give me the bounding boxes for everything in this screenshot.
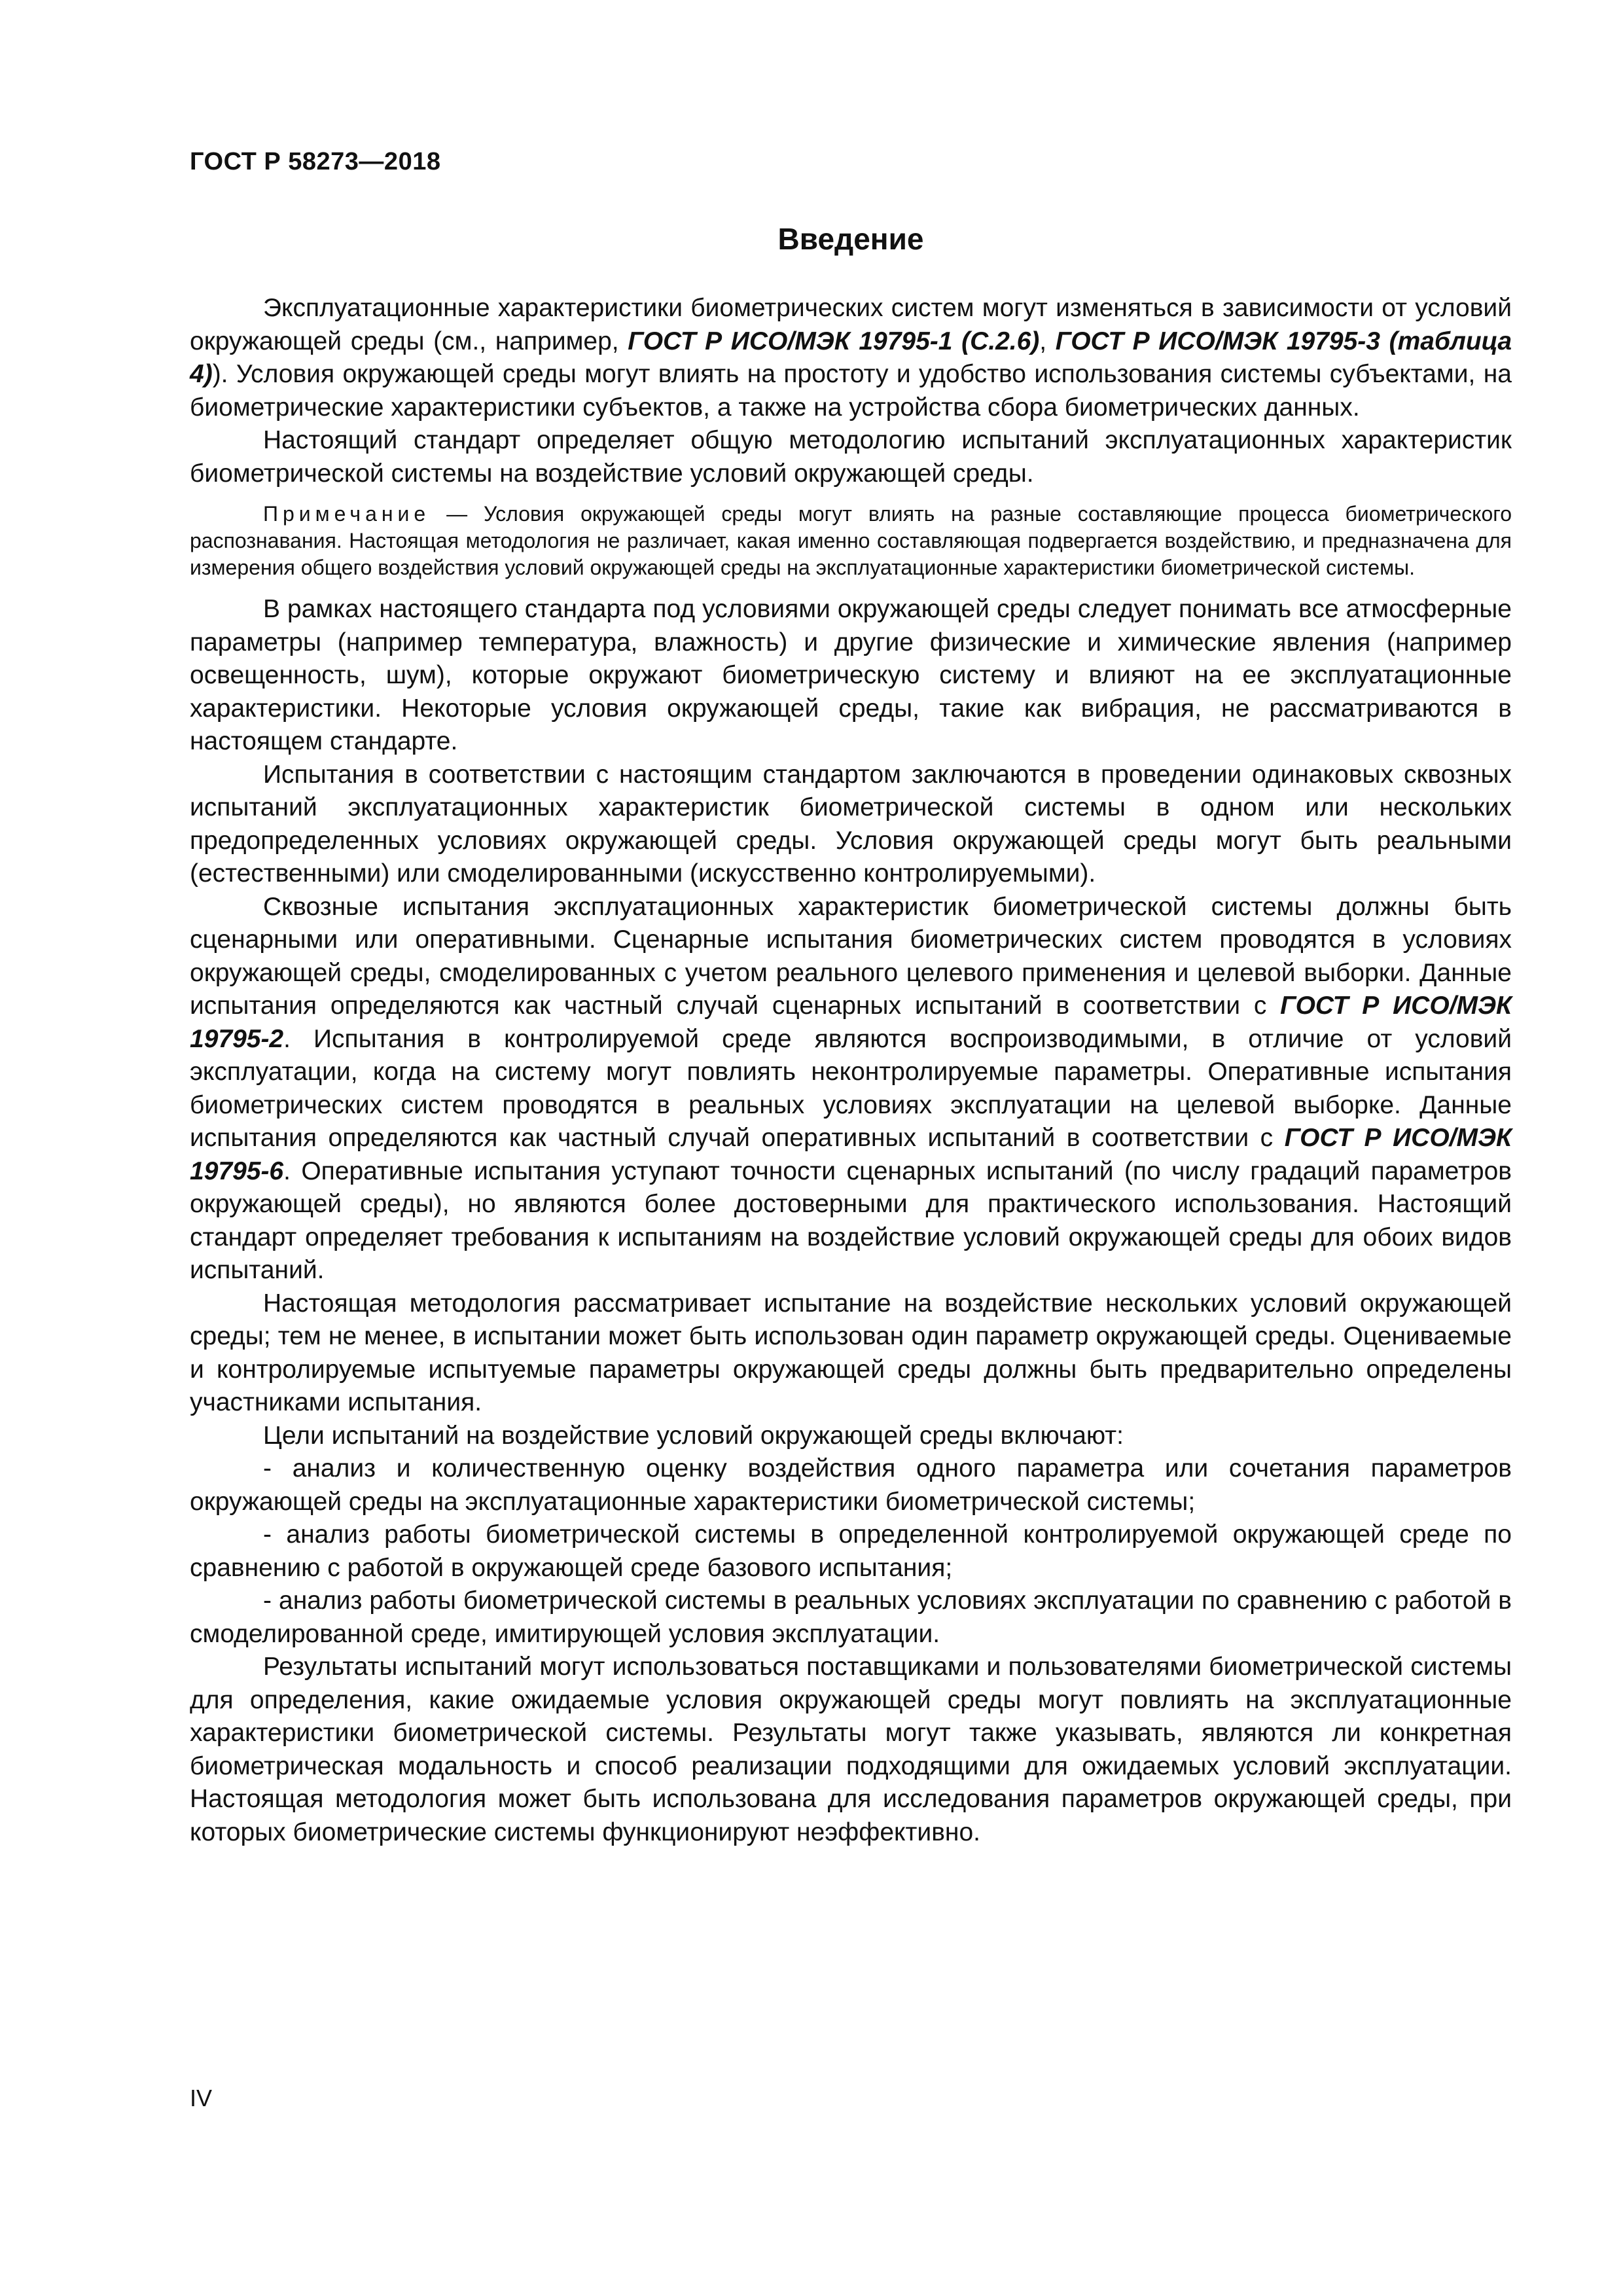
document-id-header: ГОСТ Р 58273—2018 [190,148,441,175]
reference-gost-19795-6: ГОСТ Р ИСО/МЭК 19795-6 [190,1124,1512,1185]
reference-gost-19795-1: ГОСТ Р ИСО/МЭК 19795-1 (С.2.6) [628,327,1040,355]
list-item: - анализ и количественную оценку воздействия одного параметра или сочетания параметров окружающей среды на эксплуатационные характеристики биометрической системы; [190,1454,1512,1516]
list-item: - анализ работы биометрической системы в определенной контролируемой окружающей среде по сравнению с работой в окружающей среде базового испытания; [190,1520,1512,1582]
reference-gost-19795-3: ГОСТ Р ИСО/МЭК 19795-3 (таблица 4) [190,327,1512,388]
paragraph-3: В рамках настоящего стандарта под условиями окружающей среды следует понимать все атмосферные параметры (например температура, влажность) и другие физические и химические явления (например освещенность, шум), которые окружают биометрическую систему и влияют на ее эксплуатационные характеристики. Некоторые условия окружающей среды, такие как вибрация, не рассматриваются в настоящем стандарте. [190,595,1512,755]
paragraph-1-part-a: Эксплуатационные характеристики биометрических систем могут изменяться в зависимости от условий окружающей среды (см., например, [190,294,1512,355]
note-text: — Условия окружающей среды могут влиять на разные составляющие процесса биометрического распознавания. Настоящая методология не различает, какая именно составляющая подвергается воздействию, и предназначена для измерения общего воздействия условий окружающей среды на эксплуатационные характеристики биометрической системы. [190,502,1512,579]
paragraph-5-part-b: . Испытания в контролируемой среде являются воспроизводимыми, в отличие от условий эксплуатации, когда на систему могут повлиять неконтролируемые параметры. Оперативные испытания биометрических систем проводятся в реальных условиях эксплуатации на целевой выборке. Данные испытания определяются как частный случай оперативных испытаний в соответствии с [190,1024,1512,1152]
document-page [190,0,1512,2296]
paragraph-1-part-b: , [1039,327,1056,355]
paragraph-5-part-a: Сквозные испытания эксплуатационных характеристик биометрической системы должны быть сценарными или оперативными. Сценарные испытания биометрических систем проводятся в условиях окружающей среды, смоделированных с учетом реального целевого применения и целевой выборки. Данные испытания определяются как частный случай сценарных испытаний в соответствии с [190,892,1512,1020]
page-number: IV [190,2085,213,2111]
paragraph-4: Испытания в соответствии с настоящим стандартом заключаются в проведении одинаковых сквозных испытаний эксплуатационных характеристик биометрической системы в одном или нескольких предопределенных условиях окружающей среды. Условия окружающей среды могут быть реальными (естественными) или смоделированными (искусственно контролируемыми). [190,760,1512,888]
paragraph-1-part-c: ). Условия окружающей среды могут влиять на простоту и удобство использования системы субъектами, на биометрические характеристики субъектов, а также на устройства сбора биометрических данных. [190,360,1512,422]
paragraph-1 [190,292,1512,424]
document-body [190,292,1512,1849]
note-label: Примечание [263,502,431,526]
note [190,501,1512,581]
paragraph-5 [190,891,1512,1287]
paragraph-5-part-c: . Оперативные испытания уступают точности сценарных испытаний (по числу градаций параметров окружающей среды), но являются более достоверными для практического использования. Настоящий стандарт определяет требования к испытаниям на воздействие условий окружающей среды для обоих видов испытаний. [190,1157,1512,1284]
section-title: Введение [777,222,924,256]
paragraph-8: Результаты испытаний могут использоваться поставщиками и пользователями биометрической системы для определения, какие ожидаемые условия окружающей среды могут повлиять на эксплуатационные характеристики биометрической системы. Результаты могут также указывать, являются ли конкретная биометрическая модальность и способ реализации подходящими для ожидаемых условий эксплуатации. Настоящая методология может быть использована для исследования параметров окружающей среды, при которых биометрические системы функционируют неэффективно. [190,1653,1512,1846]
paragraph-2: Настоящий стандарт определяет общую методологию испытаний эксплуатационных характеристик биометрической системы на воздействие условий окружающей среды. [190,426,1512,488]
list-item: - анализ работы биометрической системы в реальных условиях эксплуатации по сравнению с работой в смоделированной среде, имитирующей условия эксплуатации. [190,1587,1512,1648]
paragraph-7: Цели испытаний на воздействие условий окружающей среды включают: [263,1421,1124,1450]
reference-gost-19795-2: ГОСТ Р ИСО/МЭК 19795-2 [190,992,1512,1053]
paragraph-6: Настоящая методология рассматривает испытание на воздействие нескольких условий окружающей среды; тем не менее, в испытании может быть использован один параметр окружающей среды. Оцениваемые и контролируемые испытуемые параметры окружающей среды должны быть предварительно определены участниками испытания. [190,1289,1512,1416]
